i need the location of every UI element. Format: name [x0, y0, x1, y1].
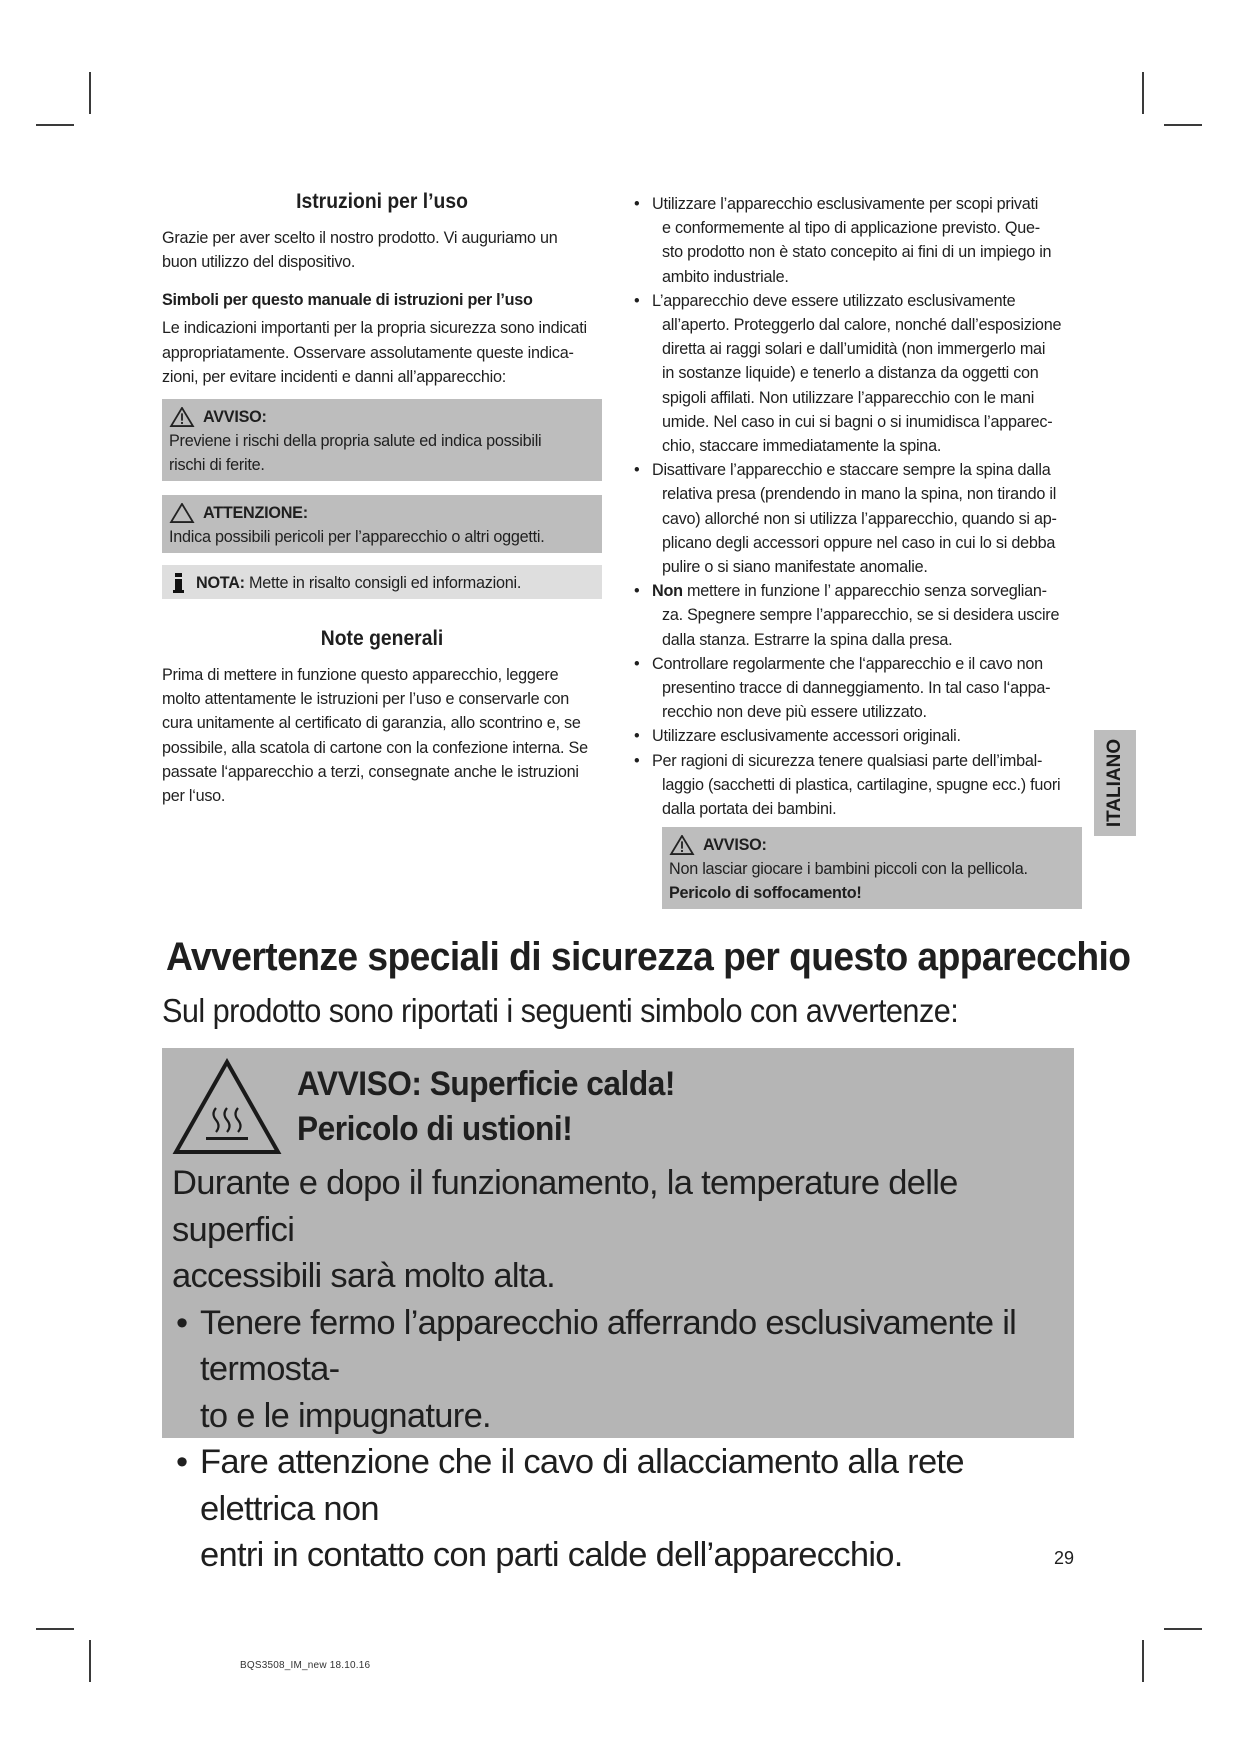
crop-mark — [1142, 72, 1144, 114]
crop-mark — [1164, 1628, 1202, 1630]
crop-mark — [1142, 1640, 1144, 1682]
avviso-bold-text: Pericolo di soffocamento! — [669, 884, 862, 903]
avviso-box — [162, 399, 602, 481]
hot-surface-warning-body: Durante e dopo il funzionamento, la temperature delle superfici accessibili sarà molto alta. • Tenere fermo l’apparecchio afferrando esclusivamente il termosta- to e le impugnature. • Fare attenzione che il cavo di allacciamento alla rete elettrica non entri in contatto con parti calde dell’apparecchio. — [172, 1160, 1072, 1579]
general-text: Prima di mettere in funzione questo apparecchio, leggere — [162, 666, 559, 685]
general-text: cura unitamente al certificato di garanzia, allo scontrino e, se — [162, 714, 581, 733]
nota-label: NOTA: — [196, 574, 245, 593]
warning-triangle-icon — [669, 835, 695, 855]
list-item: • Controllare regolarmente che l‘apparecchio e il cavo non presentino tracce di danneggiamento. In tal caso l‘appa- recchio non deve più essere utilizzato. — [632, 652, 1082, 725]
general-text: per l‘uso. — [162, 787, 226, 806]
list-item: • Disattivare l’apparecchio e staccare sempre la spina dalla relativa presa (prendendo in mano la spina, non tirando il cavo) allorché non si utilizza l’apparecchio, quando si ap- plicano degli accessori oppure nel caso in cui lo si debba pulire o si siano manifestate anomalie. — [632, 458, 1082, 579]
crop-mark — [89, 72, 91, 114]
nota-box — [162, 565, 602, 599]
caution-triangle-icon — [169, 503, 195, 523]
symbols-text: Le indicazioni importanti per la propria sicurezza sono indicati — [162, 319, 587, 338]
language-label: ITALIANO — [1104, 738, 1125, 828]
special-safety-title: Avvertenze speciali di sicurezza per questo apparecchio — [166, 935, 1131, 979]
general-title: Note generali — [320, 627, 444, 651]
list-item: • Per ragioni di sicurezza tenere qualsiasi parte dell’imbal- laggio (sacchetti di plastica, cartilagine, spugne ecc.) fuori dalla portata dei bambini. — [632, 749, 1082, 822]
safety-list — [632, 192, 1082, 821]
attenzione-box — [162, 495, 602, 553]
avviso-label: AVVISO: — [703, 836, 767, 855]
info-icon — [172, 573, 186, 593]
page-number: 29 — [1054, 1548, 1075, 1568]
list-item: • Fare attenzione che il cavo di allacciamento alla rete elettrica non entri in contatto con parti calde dell’apparecchio. — [172, 1439, 1072, 1579]
intro-line: buon utilizzo del dispositivo. — [162, 253, 356, 272]
general-text: passate l‘apparecchio a terzi, consegnate anche le istruzioni — [162, 762, 579, 781]
crop-mark — [89, 1640, 91, 1682]
hot-surface-warning-icon — [172, 1058, 282, 1156]
avviso-text: Previene i rischi della propria salute ed indica possibili — [169, 432, 542, 451]
language-tab — [1094, 730, 1136, 836]
list-item: • Tenere fermo l’apparecchio afferrando esclusivamente il termosta- to e le impugnature. — [172, 1300, 1072, 1440]
avviso-text: Non lasciar giocare i bambini piccoli con la pellicola. — [669, 860, 1028, 879]
nota-text: Mette in risalto consigli ed informazioni. — [244, 574, 522, 593]
intro-line: Grazie per aver scelto il nostro prodotto. Vi auguriamo un — [162, 229, 558, 247]
section-title: Istruzioni per l’uso — [296, 190, 468, 213]
list-item: • Utilizzare l’apparecchio esclusivamente per scopi privati e conformemente al tipo di applicazione previsto. Que- sto prodotto non è stato concepito ai fini di un impiego in ambito industriale. — [632, 192, 1082, 289]
general-text: possibile, alla scatola di cartone con la confezione interna. Se — [162, 738, 588, 757]
symbols-text: appropriatamente. Osservare assolutamente queste indica- — [162, 343, 574, 362]
avviso-text: rischi di ferite. — [169, 456, 265, 475]
crop-mark — [36, 124, 74, 126]
warning-triangle-icon — [169, 407, 195, 427]
symbols-heading: Simboli per questo manuale di istruzioni per l’uso — [162, 291, 533, 310]
list-item: • Utilizzare esclusivamente accessori originali. — [632, 724, 1082, 748]
hot-surface-bullets — [172, 1300, 1075, 1579]
crop-mark — [1164, 124, 1202, 126]
special-safety-subtitle: Sul prodotto sono riportati i seguenti simbolo con avvertenze: — [162, 992, 959, 1029]
footer-print-info: BQS3508_IM_new 18.10.16 — [240, 1660, 371, 1671]
general-text: molto attentamente le istruzioni per l’uso e conservarle con — [162, 690, 569, 709]
list-item: • L’apparecchio deve essere utilizzato esclusivamente all’aperto. Proteggerlo dal calore, nonché dall’esposizione diretta ai raggi solari e dall’umidità (non immergerlo mai in sostanze liquide) e tenerlo a distanza da oggetti con spigoli affilati. Non utilizzare l’apparecchio con le mani umide. Nel caso in cui si bagni o si inumidisca l’apparec- chio, staccare immediatamente la spina. — [632, 289, 1082, 458]
attenzione-label: ATTENZIONE: — [203, 504, 308, 523]
avviso-box-children — [662, 827, 1082, 909]
list-item: • Non mettere in funzione l’ apparecchio senza sorveglian- za. Spegnere sempre l’apparecchio, se si desidera uscire dalla stanza. Estrarre la spina dalla presa. — [632, 579, 1082, 652]
right-column — [632, 192, 1082, 909]
attenzione-text: Indica possibili pericoli per l’apparecchio o altri oggetti. — [169, 528, 545, 547]
crop-mark — [36, 1628, 74, 1630]
avviso-label: AVVISO: — [203, 408, 267, 427]
symbols-text: zioni, per evitare incidenti e danni all’apparecchio: — [162, 367, 506, 386]
left-column — [162, 190, 602, 808]
hot-surface-warning-title: AVVISO: Superficie calda! Pericolo di ustioni! — [297, 1065, 675, 1148]
